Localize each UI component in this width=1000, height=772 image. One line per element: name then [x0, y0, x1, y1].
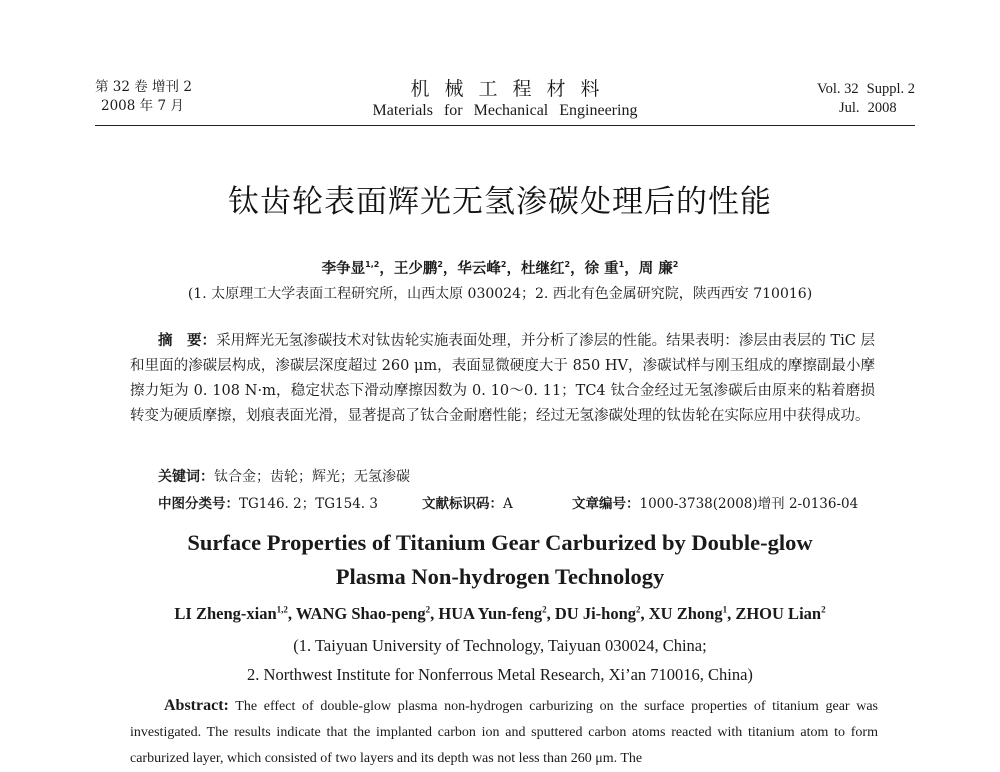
- paper-title-zh: 钛齿轮表面辉光无氢渗碳处理后的性能: [228, 184, 772, 220]
- volume-en: Vol. 32: [817, 81, 859, 97]
- abstract-label-en: Abstract:: [164, 697, 229, 714]
- affiliation-en: [0, 631, 1000, 689]
- header-issue-zh: [95, 78, 192, 116]
- paper-title-en-line1: Surface Properties of Titanium Gear Carburized by Double-glow: [187, 530, 813, 555]
- date-zh: 2008 年 7 月: [101, 98, 184, 114]
- author-zh-name: 华云峰: [457, 261, 501, 277]
- author-en-affiliation-mark: 2: [821, 604, 826, 615]
- author-zh-name: 徐 重: [584, 261, 619, 277]
- author-en-affiliation-mark: 2: [425, 604, 431, 615]
- classification-line: [158, 492, 878, 512]
- journal-name-en: Materials for Mechanical Engineering: [372, 102, 638, 119]
- abstract-label-zh: 摘 要：: [158, 333, 217, 349]
- keywords-label: 关键词：: [158, 469, 214, 485]
- author-zh-affiliation-mark: 1: [618, 260, 625, 270]
- keywords: [158, 466, 410, 486]
- author-zh-name: 周 廉: [638, 261, 673, 277]
- header-rule: [95, 125, 915, 126]
- header-issue-en: [809, 80, 915, 118]
- supplement-en: Suppl. 2: [866, 81, 915, 97]
- author-en-name: HUA Yun-feng: [438, 604, 543, 623]
- author-en-affiliation-mark: 2: [542, 604, 547, 615]
- author-zh-affiliation-mark: 2: [437, 260, 443, 270]
- author-en-name: WANG Shao-peng: [295, 604, 426, 623]
- affiliation-zh: (1. 太原理工大学表面工程研究所，山西太原 030024；2. 西北有色金属研究院，陕西西安 710016): [187, 286, 813, 302]
- author-zh-affiliation-mark: 1,2: [365, 260, 380, 270]
- author-en-name: XU Zhong: [648, 604, 723, 623]
- abstract-zh: [130, 329, 875, 429]
- article-id-value: 1000-3738(2008)增刊 2-0136-04: [639, 496, 859, 512]
- journal-header: [95, 78, 915, 126]
- year-en: 2008: [867, 100, 897, 116]
- author-en-affiliation-mark: 1: [722, 604, 728, 615]
- author-en-affiliation-mark: 1,2: [276, 604, 288, 615]
- abstract-en: [130, 693, 878, 772]
- abstract-text-zh: 采用辉光无氢渗碳技术对钛齿轮实施表面处理，并分析了渗层的性能。结果表明：渗层由表层的 TiC 层和里面的渗碳层构成，渗碳层深度超过 260 μm，表面显微硬度大于 850 HV，渗碳试样与刚玉组成的摩擦副最小摩擦力矩为 0. 108 N·m，稳定状态下滑动摩擦因数为 0. 10～0. 11；TC4 钛合金经过无氢渗碳后由原来的粘着磨损转变为硬质摩擦，划痕表面光滑，显著提高了钛合金耐磨性能；经过无氢渗碳处理的钛齿轮在实际应用中获得成功。: [130, 333, 875, 424]
- author-zh-name: 王少鹏: [393, 261, 438, 277]
- author-list-en: LI Zheng-xian$^{1,2}$, WANG Shao-peng$^2$, HUA Yun-feng$^2$, DU Ji-hong$^2$, XU Zhong$^1$, ZHOU Lian$^2$: [174, 604, 826, 623]
- clc-value: TG146. 2；TG154. 3: [239, 496, 378, 512]
- author-zh-name: 杜继红: [520, 261, 565, 277]
- affiliation-en-line1: (1. Taiyuan University of Technology, Taiyuan 030024, China;: [293, 636, 707, 655]
- doc-code-value: A: [503, 496, 513, 512]
- keywords-text: 钛合金；齿轮；辉光；无氢渗碳: [214, 469, 410, 485]
- month-en: Jul.: [839, 100, 860, 116]
- author-en-name: LI Zheng-xian: [174, 604, 277, 623]
- journal-name: [340, 78, 670, 121]
- author-en-name: ZHOU Lian: [735, 604, 822, 623]
- author-en-affiliation-mark: 2: [636, 604, 641, 615]
- article-id-label: 文章编号：: [572, 496, 640, 512]
- volume-zh: 第 32 卷 增刊 2: [95, 79, 192, 95]
- author-en-name: DU Ji-hong: [554, 604, 637, 623]
- paper-title-en: [0, 526, 1000, 594]
- journal-name-zh: 机械工程材料: [410, 78, 615, 100]
- affiliation-en-line2: 2. Northwest Institute for Nonferrous Metal Research, Xi’an 710016, China): [247, 665, 753, 684]
- paper-title-en-line2: Plasma Non-hydrogen Technology: [335, 564, 665, 589]
- author-zh-name: 李争显: [321, 261, 366, 277]
- doc-code-label: 文献标识码：: [422, 496, 503, 512]
- abstract-text-en: The effect of double-glow plasma non-hydrogen carburizing on the surface properties of titanium gear was investigated. The results indicate that the implanted carbon ion and sputtered carbon atoms reacted with titanium atom to form carburized layer, which consisted of two layers and its depth was not less than 260 μm. The: [130, 699, 879, 766]
- author-list-zh: 李争显$^{1,2}$，王少鹏$^2$，华云峰$^2$，杜继红$^2$，徐 重$^1$，周 廉$^2$: [321, 260, 679, 277]
- clc-label: 中图分类号：: [158, 496, 239, 512]
- author-zh-affiliation-mark: 2: [564, 260, 571, 270]
- author-zh-affiliation-mark: 2: [672, 260, 679, 270]
- author-zh-affiliation-mark: 2: [500, 260, 507, 270]
